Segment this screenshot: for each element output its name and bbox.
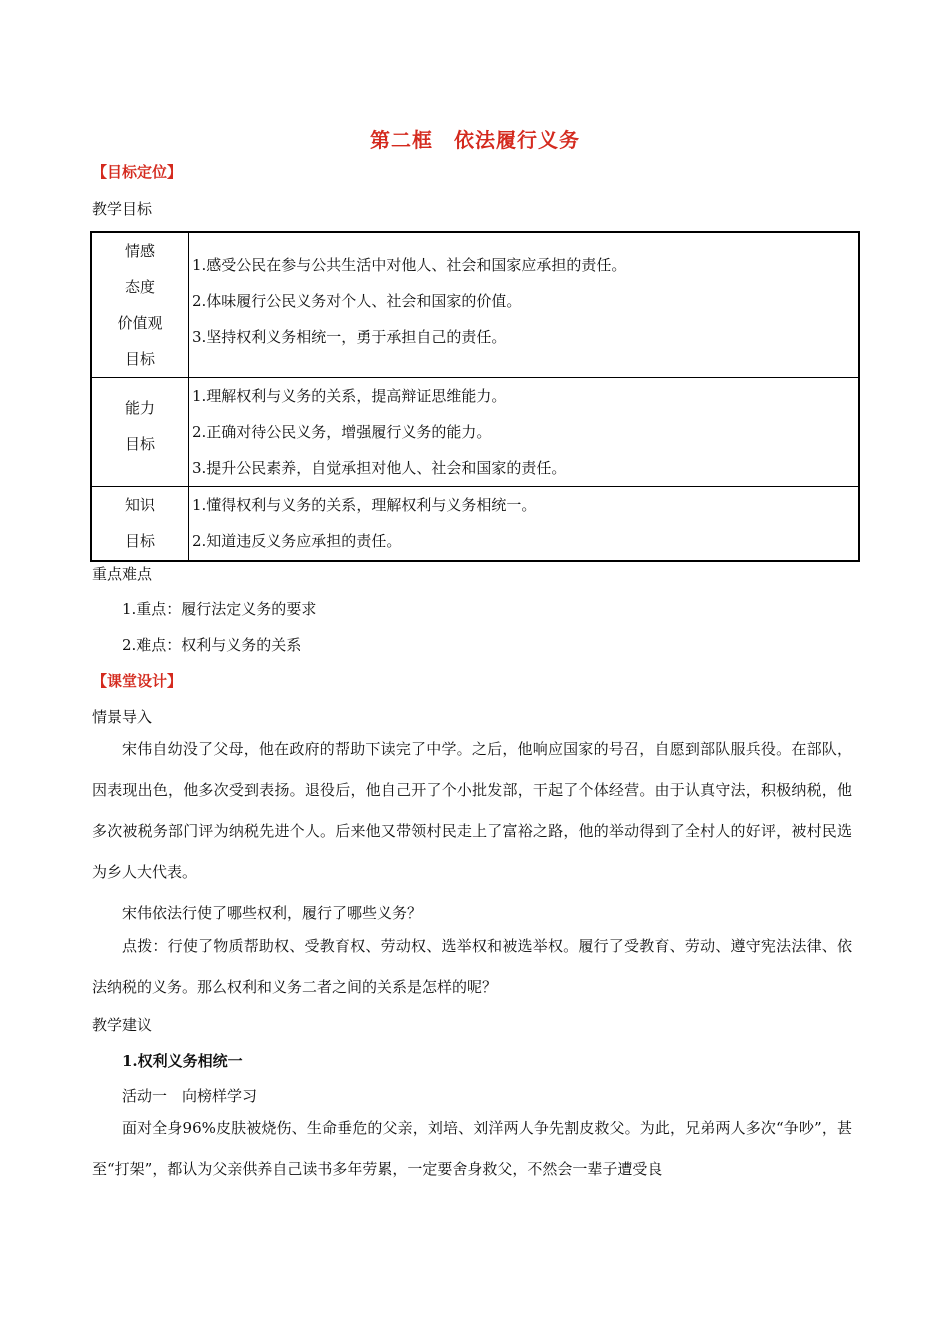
key-point-item: 2.难点：权利与义务的关系	[122, 636, 302, 654]
story-paragraph: 宋伟自幼没了父母，他在政府的帮助下读完了中学。之后，他响应国家的号召，自愿到部队服兵役。在部队，因表现出色，他多次受到表扬。退役后，他自己开了个小批发部，干起了个体经营。由于认真守法，积极纳税，他多次被税务部门评为纳税先进个人。后来他又带领村民走上了富裕之路，他的举动得到了全村人的好评，被村民选为乡人大代表。	[92, 740, 852, 881]
goal-item: 3.坚持权利义务相统一，勇于承担自己的责任。	[192, 328, 507, 346]
section-tag-goals: 【目标定位】	[92, 163, 183, 181]
key-points-label: 重点难点	[92, 565, 153, 583]
goal-item: 1.懂得权利与义务的关系，理解权利与义务相统一。	[192, 496, 537, 514]
head-line: 情感	[124, 242, 155, 260]
head-line: 价值观	[117, 314, 163, 332]
table-row	[91, 378, 859, 487]
head-line: 目标	[124, 532, 155, 550]
goal-item: 3.提升公民素养，自觉承担对他人、社会和国家的责任。	[192, 459, 567, 477]
key-point-item: 1.重点：履行法定义务的要求	[122, 600, 317, 618]
goal-item: 2.知道违反义务应承担的责任。	[192, 532, 402, 550]
table-row	[91, 232, 859, 378]
row-head-emotion	[91, 232, 189, 378]
head-line: 能力	[124, 399, 155, 417]
question-paragraph: 宋伟依法行使了哪些权利，履行了哪些义务？	[122, 904, 423, 922]
hint-paragraph: 点拨：行使了物质帮助权、受教育权、劳动权、选举权和被选举权。履行了受教育、劳动、遵守宪法法律、依法纳税的义务。那么权利和义务二者之间的关系是怎样的呢？	[92, 937, 852, 996]
subheading: 1.权利义务相统一	[122, 1052, 243, 1070]
goal-item: 1.理解权利与义务的关系，提高辩证思维能力。	[192, 387, 507, 405]
head-line: 知识	[124, 496, 155, 514]
row-items-emotion	[189, 232, 860, 378]
goal-item: 2.体味履行公民义务对个人、社会和国家的价值。	[192, 292, 522, 310]
goal-item: 2.正确对待公民义务，增强履行义务的能力。	[192, 423, 492, 441]
section-tag-design: 【课堂设计】	[92, 672, 183, 690]
activity-title: 活动一 向榜样学习	[122, 1087, 258, 1105]
head-line: 目标	[124, 435, 155, 453]
row-head-ability	[91, 378, 189, 487]
row-head-knowledge	[91, 487, 189, 561]
goals-table	[90, 231, 860, 562]
page-title: 第二框 依法履行义务	[370, 128, 580, 152]
row-items-knowledge	[189, 487, 860, 561]
teaching-goals-label: 教学目标	[92, 200, 153, 218]
suggestion-label: 教学建议	[92, 1016, 153, 1034]
table-row	[91, 487, 859, 561]
head-line: 目标	[124, 350, 155, 368]
intro-label: 情景导入	[92, 708, 153, 726]
activity-paragraph: 面对全身96%皮肤被烧伤、生命垂危的父亲，刘培、刘洋两人争先割皮救父。为此，兄弟两人多次“争吵”，甚至“打架”，都认为父亲供养自己读书多年劳累，一定要舍身救父，不然会一辈子遭受良	[92, 1119, 852, 1178]
head-line: 态度	[124, 278, 155, 296]
row-items-ability	[189, 378, 860, 487]
goal-item: 1.感受公民在参与公共生活中对他人、社会和国家应承担的责任。	[192, 256, 627, 274]
